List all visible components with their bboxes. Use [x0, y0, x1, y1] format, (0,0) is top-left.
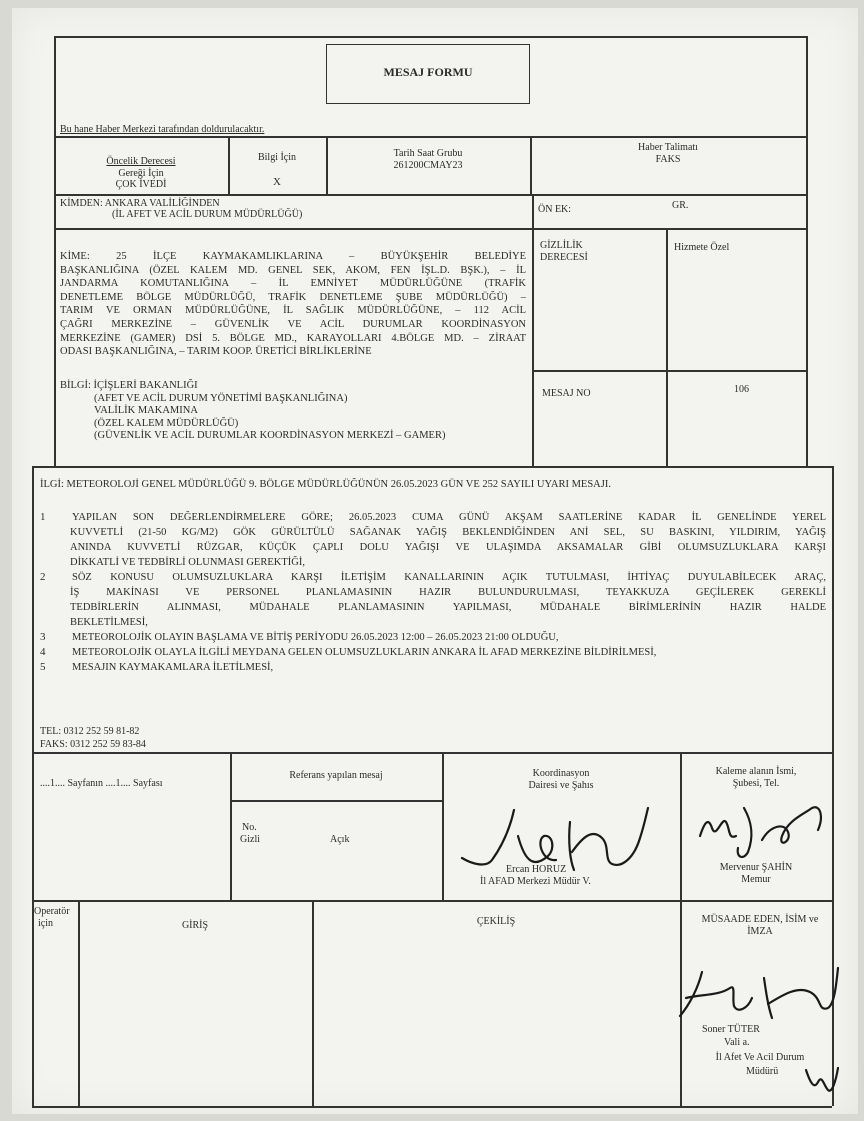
item-line: DİKKATLİ VE TEDBİRLİ OLUNMASI GEREKTİĞİ, [70, 557, 305, 568]
item-line: TEDBİRLERİN ALINMASI, MÜDAHALE PLANLAMASININ YAPILMASI, MÜDAHALE BİRİMLERİNİN HAZIR HALDE [70, 602, 826, 613]
kime-line: MERKEZİNE (GAMER) DSİ 5. BÖLGE MD., KARAYOLLARI 4.BÖLGE MD. – ZİRAAT [60, 332, 526, 344]
gizli-label: Gizli [240, 834, 260, 845]
giris-label: GİRİŞ [181, 920, 209, 931]
musaade-label-1: MÜSAADE EDEN, İSİM ve [701, 914, 819, 925]
on-ek-value: GR. [672, 200, 689, 211]
musaade-label-2: İMZA [747, 926, 773, 937]
kime-line: ODASI BAŞKANLIĞINA, – TARIM KOOP. ÜRETİCİ BİRLİKLERİNE [60, 346, 372, 358]
rule [32, 466, 832, 468]
item-1 [40, 510, 826, 570]
body-items [40, 510, 826, 675]
haber-label: Haber Talimatı [638, 142, 698, 153]
message-form-sheet [12, 8, 858, 1114]
item-number: 5 [40, 661, 46, 673]
kime-line: JANDARMA KOMUTANLIĞINA – İL EMNİYET MÜDÜRLÜĞÜNE (TRAFİK [60, 278, 526, 290]
rule [54, 228, 806, 230]
haber-value: FAKS [655, 154, 681, 165]
tarih-value: 261200CMAY23 [393, 160, 463, 171]
rule [230, 800, 442, 802]
rule [32, 1106, 832, 1108]
bilgi-line: (GÜVENLİK VE ACİL DURUMLAR KOORDİNASYON MERKEZİ – GAMER) [94, 430, 446, 441]
faks-line: FAKS: 0312 252 59 83-84 [40, 739, 146, 750]
vali-title-3: Müdürü [746, 1066, 779, 1077]
vali-title-1: Vali a. [724, 1037, 750, 1048]
koord-title: İl AFAD Merkezi Müdür V. [480, 876, 591, 887]
rule [666, 228, 668, 466]
item-line: KUVVETLİ (21-50 KG/M2) GÖK GÜRÜLTÜLÜ SAĞANAK YAĞIŞ BEKLENDİĞİNDEN ANİ SEL, SU BASKINI, YILDIRIM, YAĞIŞ [70, 527, 826, 538]
bilgi-line: VALİLİK MAKAMINA [94, 405, 198, 416]
referans-label: Referans yapılan mesaj [289, 770, 383, 781]
mesaj-no-value: 106 [734, 384, 749, 395]
rule [806, 36, 808, 466]
rule [532, 370, 806, 372]
item-line: SÖZ KONUSU OLUMSUZLUKLARA KARŞI İLETİŞİM KANALLARININ AÇIK TUTULMASI, İHTİYAÇ DUYULABİLECEK ARAÇ, [72, 572, 826, 583]
kaleme-label-2: Şubesi, Tel. [732, 778, 780, 789]
koordinasyon-label-1: Koordinasyon [532, 768, 590, 779]
rule [532, 194, 534, 466]
bilgi-icin-value: X [273, 176, 281, 188]
rule [32, 752, 832, 754]
bilgi-line: BİLGİ: İÇİŞLERİ BAKANLIĞI [60, 380, 198, 391]
rule [32, 466, 34, 1106]
kime-line: BAŞKANLIĞINA (ÖZEL KALEM MD. GENEL SEK, AKOM, FEN İŞL.D. BŞK.), – İL [60, 264, 526, 276]
item-number: 4 [40, 646, 46, 658]
item-2 [40, 570, 826, 630]
koord-name: Ercan HORUZ [506, 864, 567, 875]
geregi-label: Gereği İçin [118, 168, 164, 179]
item-line: YAPILAN SON DEĞERLENDİRMELERE GÖRE; 26.05.2023 CUMA GÜNÜ AKŞAM SAATLERİNE KADAR İL GENELİNDE YEREL [72, 512, 826, 523]
item-line: BEKLETİLMESİ, [70, 617, 148, 628]
ilgi-line: İLGİ: METEOROLOJİ GENEL MÜDÜRLÜĞÜ 9. BÖLGE MÜDÜRLÜĞÜNÜN 26.05.2023 GÜN VE 252 SAYILI UYARI MESAJI. [40, 479, 611, 490]
kime-line: DENETLEME BÖLGE MÜDÜRLÜĞÜ, TRAFİK DENETLEME ŞUBE MÜDÜRLÜĞÜ) – [60, 291, 526, 303]
rule [54, 136, 806, 138]
kaleme-name: Mervenur ŞAHİN [719, 862, 793, 873]
rule [54, 36, 806, 38]
kaleme-label-1: Kaleme alanın İsmi, [715, 766, 797, 777]
kime-line: ÇAĞRI MERKEZİNE – GÜVENLİK VE ACİL DURUMLAR KOORDİNASYON [60, 318, 526, 330]
page-title: MESAJ FORMU [383, 65, 473, 79]
rule [312, 900, 314, 1106]
item-4 [40, 645, 826, 660]
bilgi-icin-label: Bilgi İçin [257, 152, 297, 163]
kaleme-signature [692, 796, 832, 866]
gizlilik-value: Hizmete Özel [674, 242, 730, 253]
gizlilik-label-2: DERECESİ [540, 252, 588, 263]
item-3 [40, 630, 826, 645]
kaleme-title: Memur [741, 874, 771, 885]
kimden-line2: (İL AFET VE ACİL DURUM MÜDÜRLÜĞÜ) [112, 209, 303, 220]
vali-title-2: İl Afet Ve Acil Durum [715, 1052, 805, 1063]
tarih-label: Tarih Saat Grubu [393, 148, 463, 159]
bilgi-line: (ÖZEL KALEM MÜDÜRLÜĞÜ) [94, 417, 239, 429]
rule [54, 36, 56, 466]
kime-line: KİME: 25 İLÇE KAYMAKAMLIKLARINA – BÜYÜKŞEHİR BELEDİYE [60, 251, 526, 262]
kime-line: TARIM VE ORMAN MÜDÜRLÜĞÜNE, İL SAĞLIK MÜDÜRLÜĞÜNE, – 112 ACİL [60, 305, 526, 317]
item-number: 1 [40, 511, 46, 523]
tel-line: TEL: 0312 252 59 81-82 [40, 726, 140, 737]
acik-label: Açık [330, 834, 350, 845]
sayfa-line: ....1.... Sayfanın ....1.... Sayfası [40, 778, 163, 789]
item-line: ANINDA KUVVETLİ RÜZGAR, KÜÇÜK ÇAPLI DOLU YAĞIŞI VE ULAŞIMDA AKSAMALAR GİBİ OLUMSUZLUKLARA KARŞI [70, 542, 826, 553]
on-ek-label: ÖN EK: [538, 204, 572, 215]
oncelik-value: ÇOK İVEDİ [115, 179, 167, 190]
rule [32, 900, 832, 902]
paraf-mark [802, 1064, 842, 1096]
operator-label-2: için [38, 918, 53, 929]
operator-label-1: Operatör [34, 906, 70, 917]
mesaj-no-label: MESAJ NO [542, 388, 591, 399]
item-number: 3 [40, 631, 46, 643]
vali-signature [672, 958, 842, 1028]
item-number: 2 [40, 571, 46, 583]
vali-name: Soner TÜTER [702, 1024, 760, 1035]
kimden-line1: KİMDEN: ANKARA VALİLİĞİNDEN [60, 198, 220, 209]
item-line: METEOROLOJİK OLAYIN BAŞLAMA VE BİTİŞ PERİYODU 26.05.2023 12:00 – 26.05.2023 21:00 OLDUĞU, [72, 632, 559, 643]
item-line: MESAJIN KAYMAKAMLARA İLETİLMESİ, [72, 662, 274, 673]
no-label: No. [242, 822, 257, 833]
item-5 [40, 660, 826, 675]
item-line: METEOROLOJİK OLAYLA İLGİLİ MEYDANA GELEN OLUMSUZLUKLARIN ANKARA İL AFAD MERKEZİNE BİLDİRİLMESİ, [72, 647, 657, 658]
rule [54, 194, 806, 196]
cekilis-label: ÇEKİLİŞ [476, 916, 516, 927]
item-line: İŞ MAKİNASI VE PERSONEL PLANLAMASININ HAZIR BULUNDURULMASI, TEYAKKUZA GEÇİLEREK GEREKLİ [70, 587, 826, 598]
gizlilik-label-1: GİZLİLİK [540, 240, 583, 251]
bilgi-line: (AFET VE ACİL DURUM YÖNETİMİ BAŞKANLIĞINA) [94, 392, 348, 404]
header-note: Bu hane Haber Merkezi tarafından doldurulacaktır. [60, 124, 265, 135]
kime-block [60, 250, 526, 359]
oncelik-label: Öncelik Derecesi [106, 156, 176, 167]
bilgi-block [60, 380, 446, 443]
koordinasyon-label-2: Dairesi ve Şahıs [528, 780, 594, 791]
